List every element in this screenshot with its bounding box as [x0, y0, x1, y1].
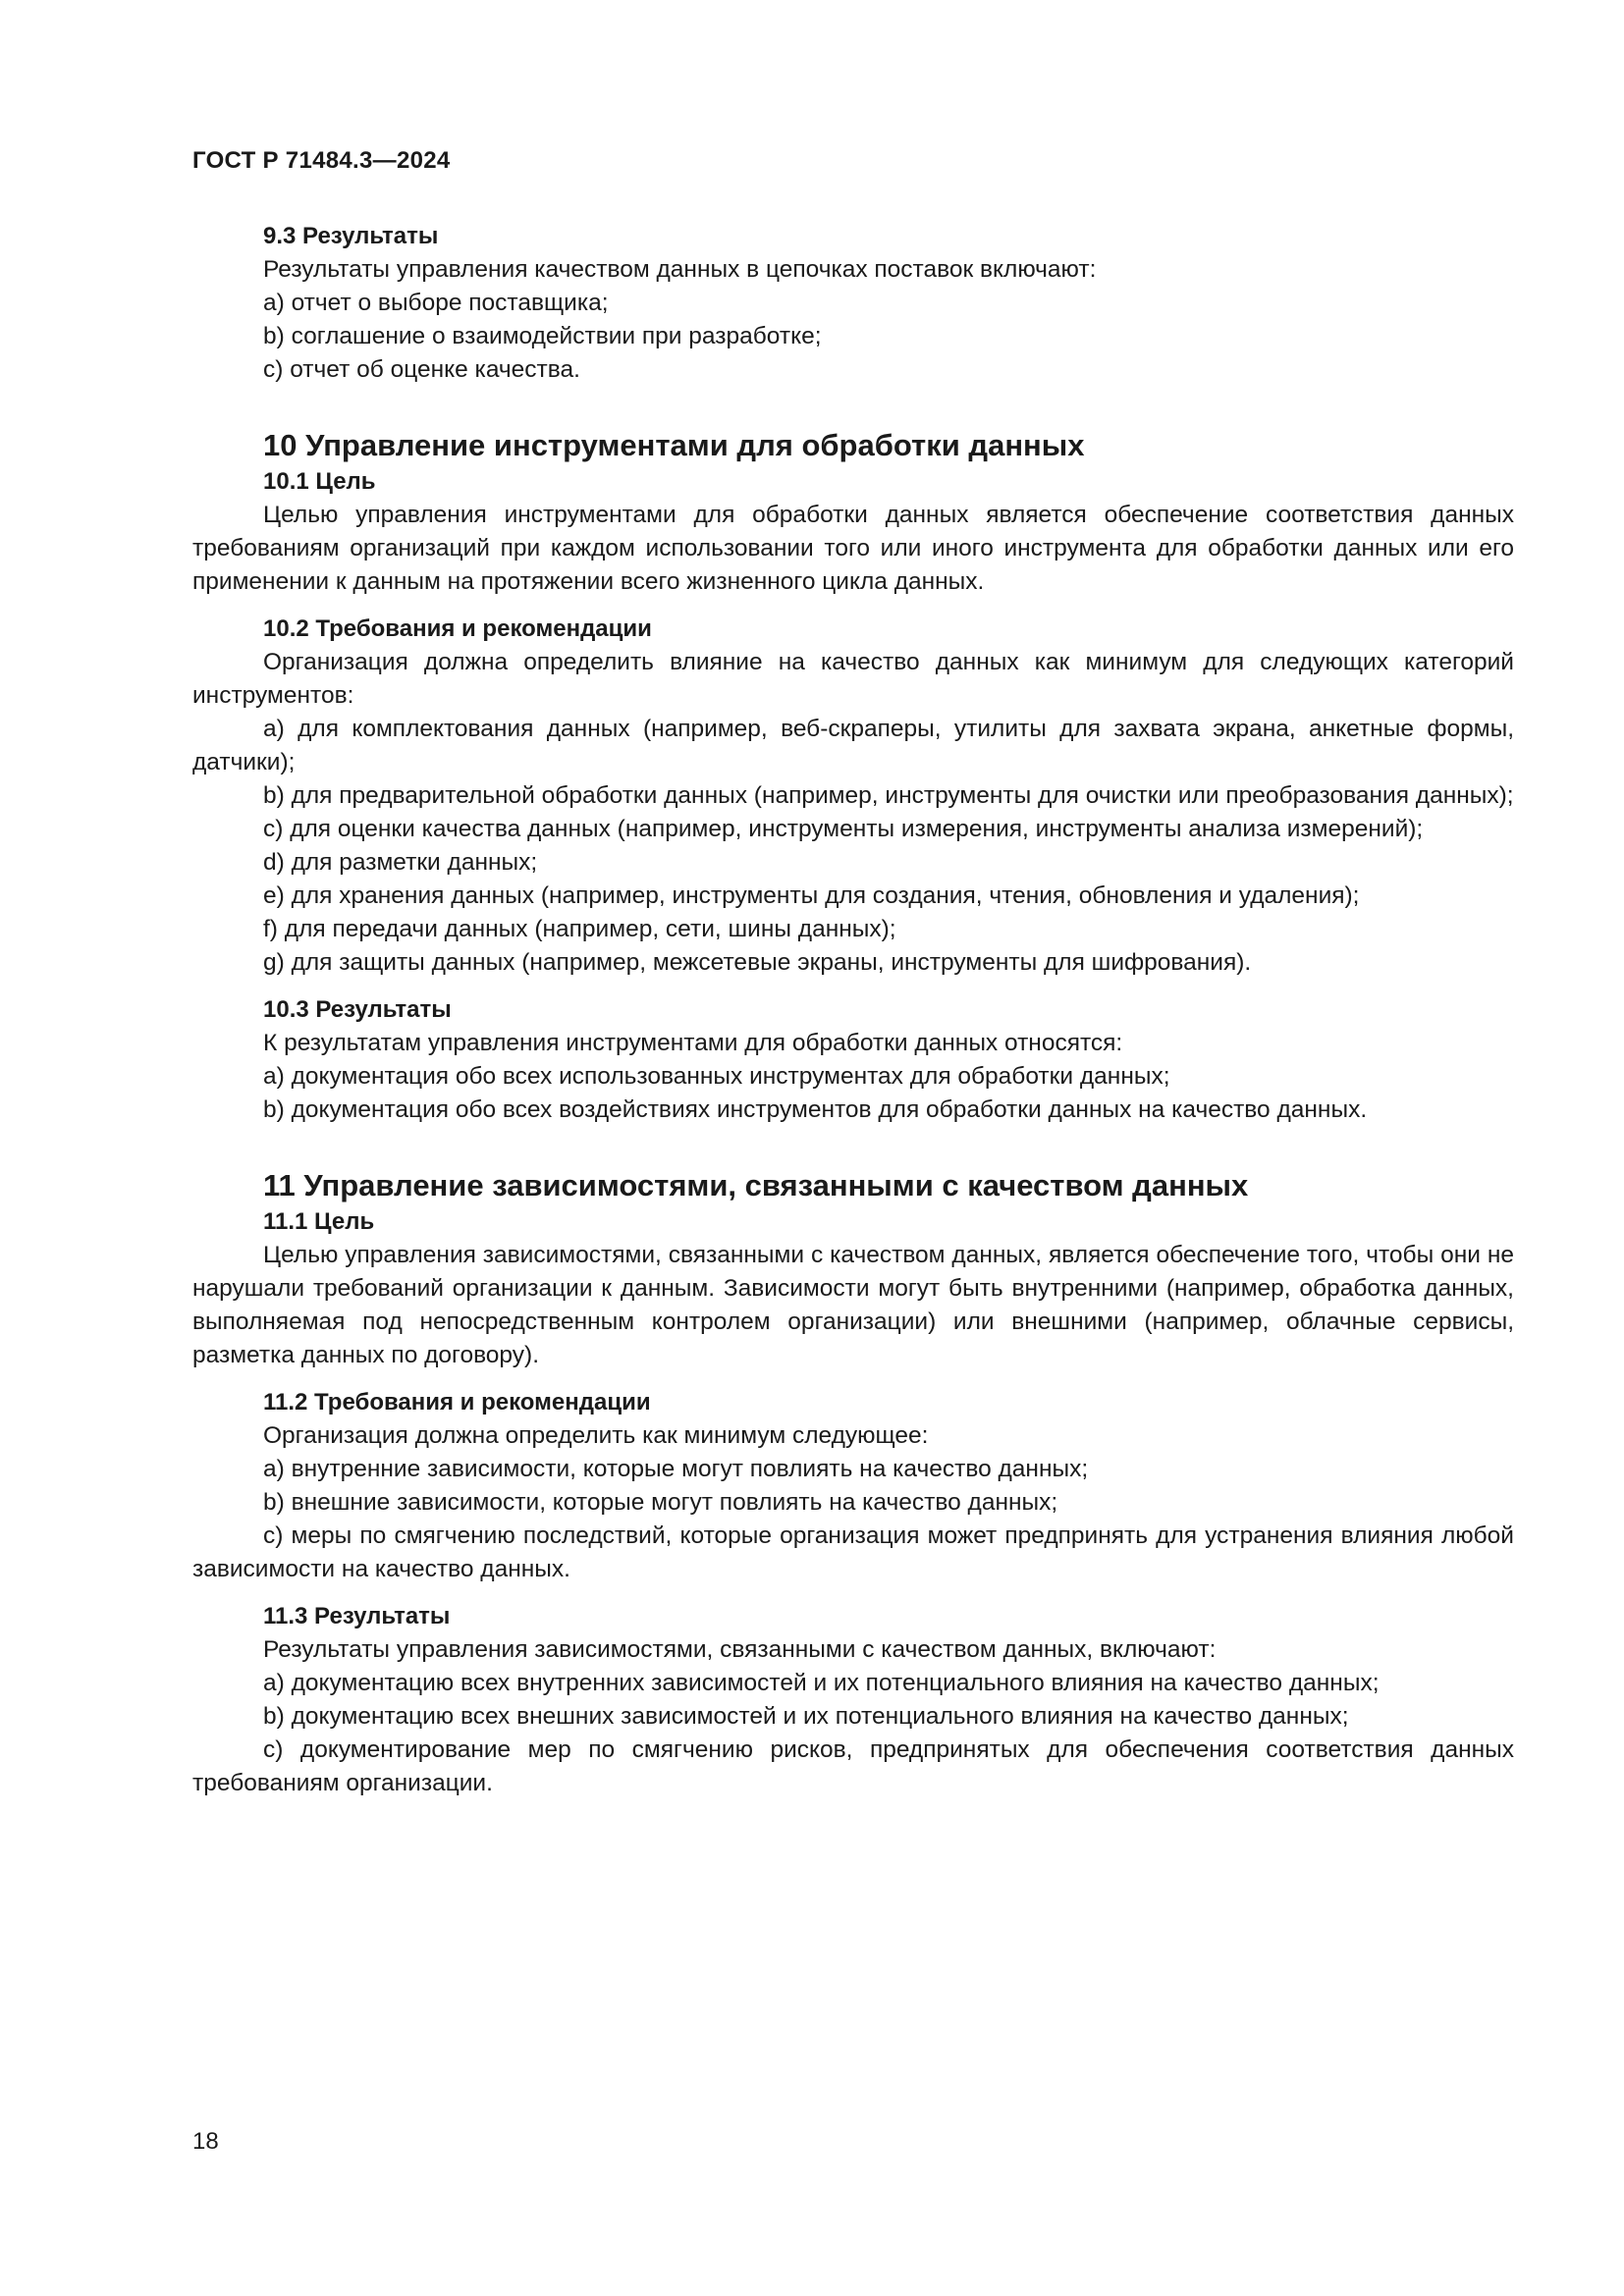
list-item: a) внутренние зависимости, которые могут повлиять на качество данных;: [263, 1456, 1089, 1482]
list-item: a) документация обо всех использованных инструментах для обработки данных;: [263, 1063, 1170, 1090]
list-item: f) для передачи данных (например, сети, шины данных);: [263, 916, 896, 942]
list-item: b) внешние зависимости, которые могут повлиять на качество данных;: [263, 1489, 1058, 1516]
list-item: a) для комплектования данных (например, веб-скраперы, утилиты для захвата экрана, анкетные формы, датчики);: [192, 716, 1514, 775]
section-10-2-heading: 10.2 Требования и рекомендации: [263, 615, 652, 642]
section-11-heading: 11 Управление зависимостями, связанными с качеством данных: [263, 1168, 1249, 1202]
list-item: a) документацию всех внутренних зависимостей и их потенциального влияния на качество данных;: [263, 1670, 1380, 1696]
section-10-1-heading: 10.1 Цель: [263, 468, 376, 495]
list-item: a) отчет о выборе поставщика;: [263, 290, 609, 316]
section-11-3-intro: Результаты управления зависимостями, связанными с качеством данных, включают:: [263, 1636, 1217, 1663]
list-item: b) соглашение о взаимодействии при разработке;: [263, 323, 822, 349]
section-11-3-heading: 11.3 Результаты: [263, 1603, 451, 1629]
section-11-1-text: Целью управления зависимостями, связанными с качеством данных, является обеспечение того, чтобы они не нарушали требований организации к данным. Зависимости могут быть внутренними (например, обработка данных, выполняемая под непосредственным контролем организации) или внешними (например, облачные сервисы, разметка данных по договору).: [192, 1242, 1514, 1368]
list-item: c) меры по смягчению последствий, которые организация может предпринять для устранения влияния любой зависимости на качество данных.: [192, 1522, 1514, 1582]
section-10-3-intro: К результатам управления инструментами для обработки данных относятся:: [263, 1030, 1123, 1056]
page-number: 18: [192, 2128, 219, 2155]
section-11-2-intro: Организация должна определить как минимум следующее:: [263, 1422, 929, 1449]
page-content: [192, 220, 1514, 1800]
list-item: c) отчет об оценке качества.: [263, 356, 580, 383]
list-item: e) для хранения данных (например, инструменты для создания, чтения, обновления и удаления);: [263, 882, 1360, 909]
document-id-header: ГОСТ Р 71484.3—2024: [192, 147, 451, 174]
list-item: b) документация обо всех воздействиях инструментов для обработки данных на качество данных.: [263, 1096, 1368, 1123]
list-item: b) документацию всех внешних зависимостей и их потенциального влияния на качество данных;: [263, 1703, 1349, 1730]
section-9-3-heading: 9.3 Результаты: [263, 223, 439, 249]
section-10-1-text: Целью управления инструментами для обработки данных является обеспечение соответствия данных требованиям организаций при каждом использовании того или иного инструмента для обработки данных или его применении к данным на протяжении всего жизненного цикла данных.: [192, 502, 1514, 595]
section-9-3-intro: Результаты управления качеством данных в цепочках поставок включают:: [263, 256, 1097, 283]
list-item: c) для оценки качества данных (например, инструменты измерения, инструменты анализа измерений);: [263, 816, 1424, 842]
list-item: d) для разметки данных;: [263, 849, 538, 876]
list-item: g) для защиты данных (например, межсетевые экраны, инструменты для шифрования).: [263, 949, 1252, 976]
section-10-3-heading: 10.3 Результаты: [263, 996, 452, 1023]
list-item: b) для предварительной обработки данных (например, инструменты для очистки или преобразования данных);: [263, 782, 1514, 809]
list-item: c) документирование мер по смягчению рисков, предпринятых для обеспечения соответствия данных требованиям организации.: [192, 1736, 1514, 1796]
section-11-1-heading: 11.1 Цель: [263, 1208, 375, 1235]
section-11-2-heading: 11.2 Требования и рекомендации: [263, 1389, 651, 1415]
section-10-heading: 10 Управление инструментами для обработки данных: [263, 428, 1085, 462]
section-10-2-intro: Организация должна определить влияние на качество данных как минимум для следующих категорий инструментов:: [192, 649, 1514, 709]
